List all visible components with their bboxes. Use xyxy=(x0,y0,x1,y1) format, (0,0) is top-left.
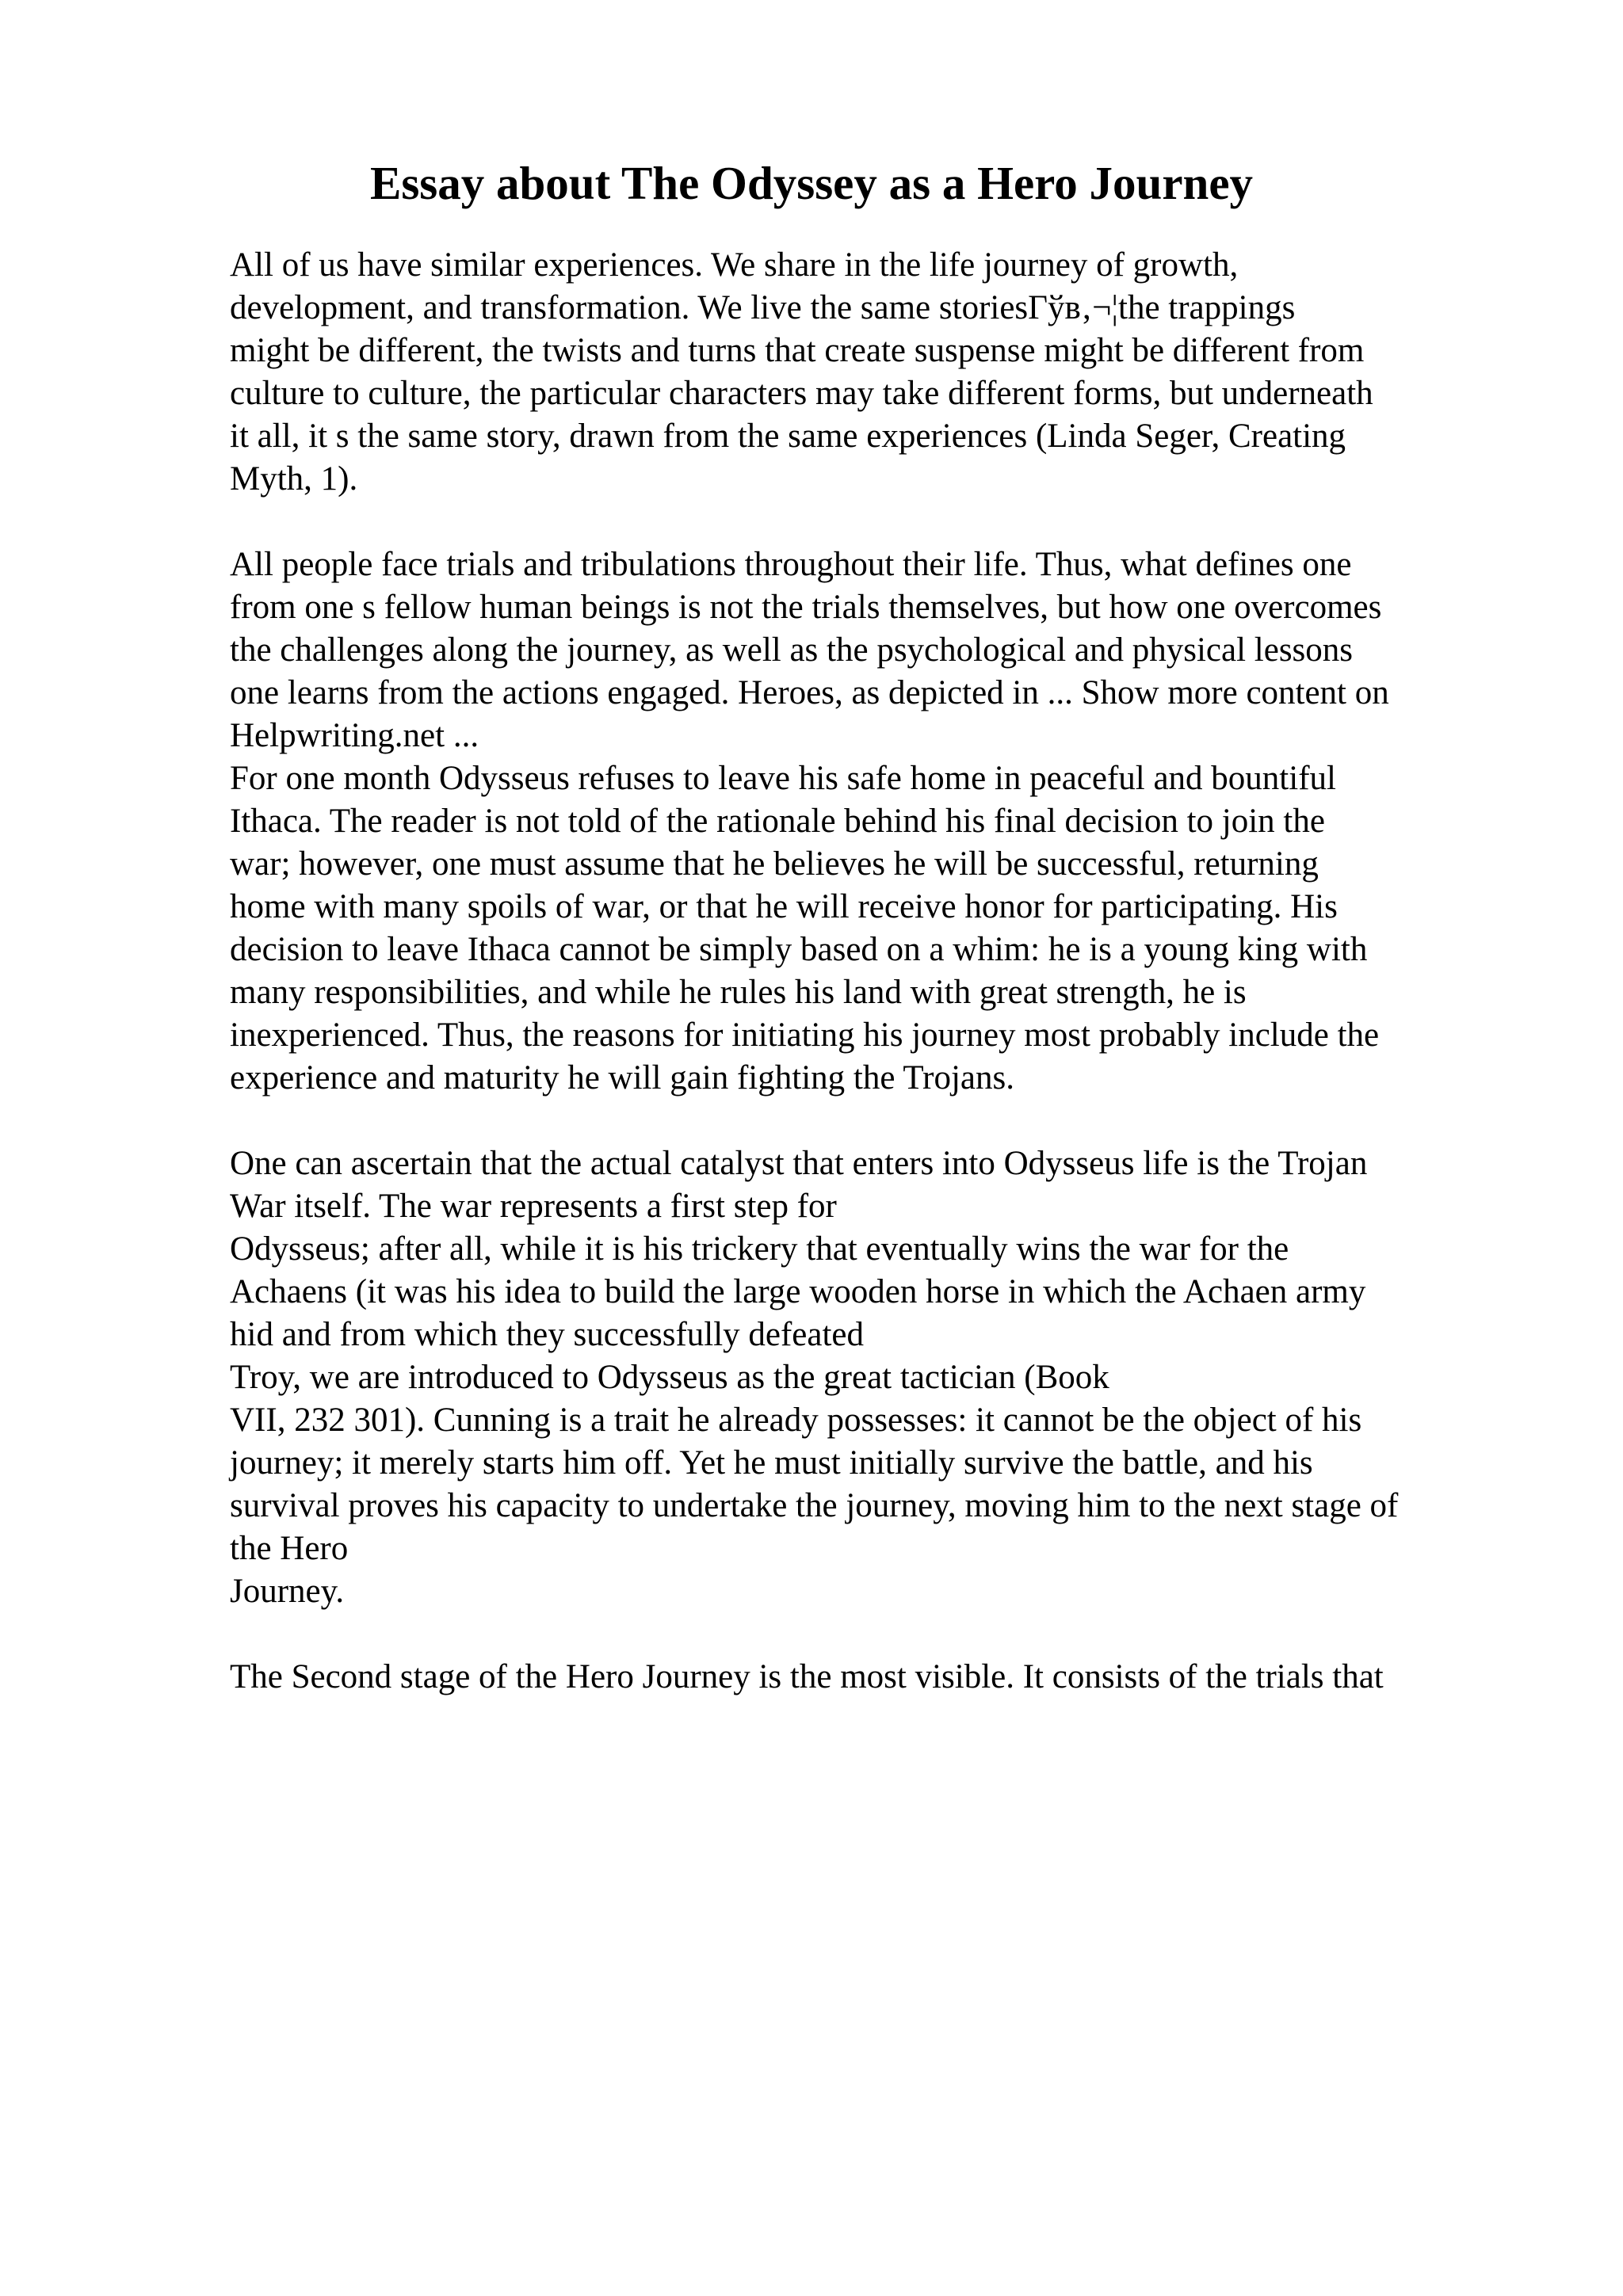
text-line: One can ascertain that the actual catalyst that enters into Odysseus life is the Trojan xyxy=(230,1145,1368,1182)
paragraph-gap xyxy=(230,1100,1514,1142)
essay-title: Essay about The Odyssey as a Hero Journey xyxy=(369,157,1254,209)
text-line: development, and transformation. We live the same storiesГўв‚¬¦the trappings xyxy=(230,289,1296,326)
text-line: VII, 232 301). Cunning is a trait he already possesses: it cannot be the object of his xyxy=(230,1402,1362,1439)
paragraph xyxy=(230,244,1514,501)
essay-body xyxy=(230,244,1514,1699)
text-line: home with many spoils of war, or that he will receive honor for participating. His xyxy=(230,888,1338,925)
text-line: inexperienced. Thus, the reasons for initiating his journey most probably include the xyxy=(230,1016,1380,1054)
text-line: the challenges along the journey, as well as the psychological and physical lessons xyxy=(230,631,1354,669)
text-line: All of us have similar experiences. We share in the life journey of growth, xyxy=(230,246,1239,284)
text-line: might be different, the twists and turns that create suspense might be different from xyxy=(230,332,1365,369)
text-line: For one month Odysseus refuses to leave his safe home in peaceful and bountiful xyxy=(230,760,1336,797)
text-line: Journey. xyxy=(230,1573,345,1610)
paragraph xyxy=(230,1142,1514,1613)
text-line: war; however, one must assume that he believes he will be successful, returning xyxy=(230,845,1319,883)
paragraph-gap xyxy=(230,501,1514,543)
paragraph xyxy=(230,1656,1514,1699)
paragraph-gap xyxy=(230,1613,1514,1656)
text-line: many responsibilities, and while he rules his land with great strength, he is xyxy=(230,974,1247,1011)
text-line: hid and from which they successfully defeated xyxy=(230,1316,865,1353)
text-line: survival proves his capacity to undertake the journey, moving him to the next stage of xyxy=(230,1487,1399,1524)
text-line: journey; it merely starts him off. Yet he must initially survive the battle, and his xyxy=(230,1444,1313,1482)
text-line: the Hero xyxy=(230,1530,349,1567)
text-line: War itself. The war represents a first step for xyxy=(230,1188,837,1225)
text-line: from one s fellow human beings is not the trials themselves, but how one overcomes xyxy=(230,589,1382,626)
text-line: decision to leave Ithaca cannot be simply based on a whim: he is a young king with xyxy=(230,931,1368,968)
text-line: experience and maturity he will gain fighting the Trojans. xyxy=(230,1059,1014,1097)
text-line: Achaens (it was his idea to build the large wooden horse in which the Achaen army xyxy=(230,1273,1366,1310)
paragraph xyxy=(230,543,1514,1100)
text-line: The Second stage of the Hero Journey is the most visible. It consists of the trials that xyxy=(230,1658,1384,1695)
text-line: All people face trials and tribulations throughout their life. Thus, what defines one xyxy=(230,546,1352,583)
text-line: Helpwriting.net ... xyxy=(230,717,479,754)
text-line: Troy, we are introduced to Odysseus as the great tactician (Book xyxy=(230,1359,1109,1396)
text-line: one learns from the actions engaged. Heroes, as depicted in ... Show more content on xyxy=(230,674,1389,711)
text-line: culture to culture, the particular characters may take different forms, but underneath xyxy=(230,375,1373,412)
text-line: Odysseus; after all, while it is his trickery that eventually wins the war for the xyxy=(230,1230,1289,1268)
text-line: Ithaca. The reader is not told of the rationale behind his final decision to join the xyxy=(230,803,1325,840)
text-line: it all, it s the same story, drawn from the same experiences (Linda Seger, Creating xyxy=(230,418,1346,455)
text-line: Myth, 1). xyxy=(230,460,358,498)
